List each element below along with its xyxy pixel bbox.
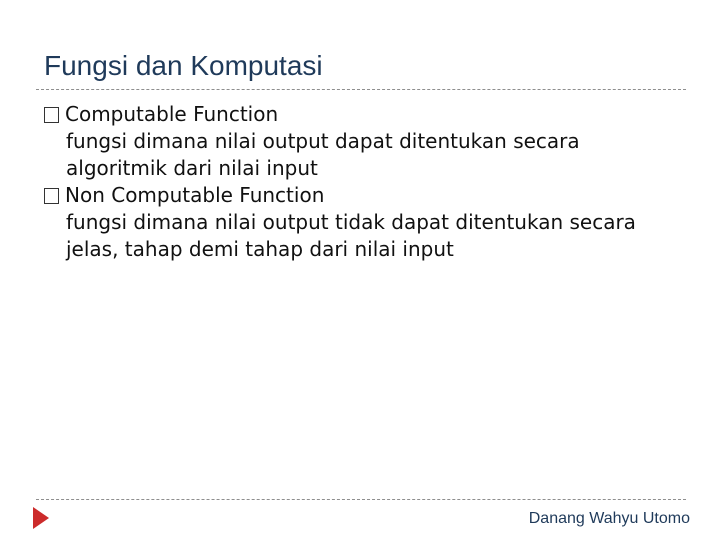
bullet-item-non-computable <box>44 182 684 209</box>
bullet-heading: Non Computable Function <box>65 183 325 207</box>
slide-title: Fungsi dan Komputasi <box>44 50 323 81</box>
bullet-description <box>44 128 684 182</box>
description-line: fungsi dimana nilai output tidak dapat ditentukan secara <box>66 210 636 234</box>
title-divider <box>36 89 686 90</box>
footer-divider <box>36 499 686 500</box>
square-bullet-icon <box>44 107 59 123</box>
play-arrow-icon[interactable] <box>33 507 49 529</box>
description-line: algoritmik dari nilai input <box>66 156 318 180</box>
slide-content <box>44 101 684 263</box>
description-line: fungsi dimana nilai output dapat ditentukan secara <box>66 129 580 153</box>
bullet-heading: Computable Function <box>65 102 279 126</box>
square-bullet-icon <box>44 188 59 204</box>
description-line: jelas, tahap demi tahap dari nilai input <box>66 237 454 261</box>
bullet-description <box>44 209 684 263</box>
bullet-item-computable <box>44 101 684 128</box>
author-name: Danang Wahyu Utomo <box>528 510 690 527</box>
